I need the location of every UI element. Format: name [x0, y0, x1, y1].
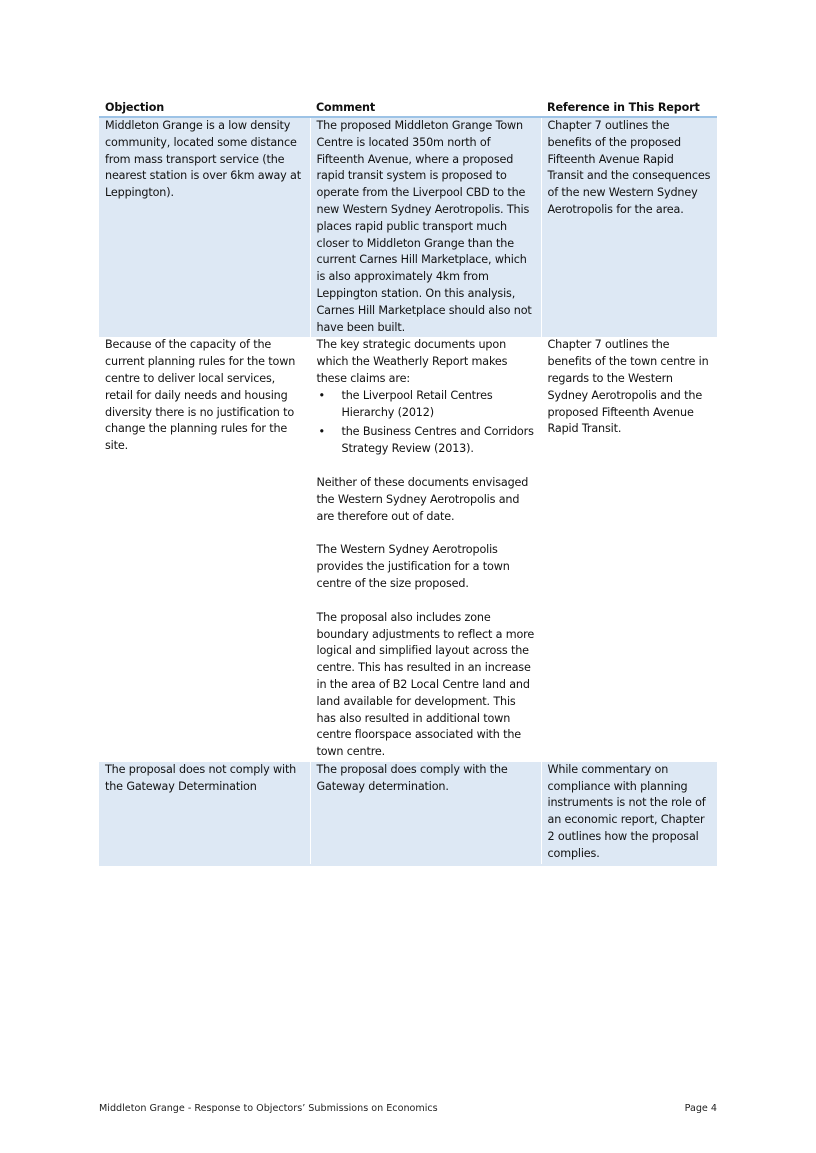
- comment-paragraph: The Western Sydney Aerotropolis provides the justification for a town centre of the size proposed.: [316, 543, 510, 590]
- objection-cell: The proposal does not comply with the Gateway Determination: [99, 762, 310, 865]
- footer-title: Middleton Grange - Response to Objectors’ Submissions on Economics: [99, 1103, 438, 1114]
- comment-paragraph: The proposal also includes zone boundary adjustments to reflect a more logical and simplified layout across the centre. This has resulted in an increase in the area of B2 Local Centre land and land available for development. This has also resulted in additional town centre floorspace associated with the town centre.: [316, 610, 535, 759]
- comment-cell: [310, 337, 541, 762]
- header-objection: Objection: [99, 99, 310, 117]
- table-row: [99, 117, 717, 337]
- comment-intro: The key strategic documents upon which the Weatherly Report makes these claims are:: [316, 338, 508, 385]
- objection-cell: Middleton Grange is a low density community, located some distance from mass transport service (the nearest station is over 6km away at Leppington).: [99, 117, 310, 337]
- reference-cell: While commentary on compliance with planning instruments is not the role of an economic report, Chapter 2 outlines how the proposal complies.: [541, 762, 717, 865]
- table-row: [99, 337, 717, 762]
- comment-bullet-list: [317, 388, 535, 458]
- table-row: [99, 762, 717, 865]
- header-comment: Comment: [310, 99, 541, 117]
- comment-paragraph: Neither of these documents envisaged the Western Sydney Aerotropolis and are therefore out of date.: [316, 475, 529, 523]
- reference-cell: Chapter 7 outlines the benefits of the proposed Fifteenth Avenue Rapid Transit and the consequences of the new Western Sydney Aerotropolis for the area.: [541, 117, 717, 337]
- objection-cell: Because of the capacity of the current planning rules for the town centre to deliver local services, retail for daily needs and housing diversity there is no justification to change the planning rules for the site.: [99, 337, 310, 762]
- header-reference: Reference in This Report: [541, 99, 717, 117]
- objections-table: [99, 99, 717, 866]
- reference-cell: Chapter 7 outlines the benefits of the town centre in regards to the Western Sydney Aerotropolis and the proposed Fifteenth Avenue Rapid Transit.: [541, 337, 717, 762]
- list-item: • the Liverpool Retail Centres Hierarchy (2012): [317, 388, 535, 422]
- page-number: Page 4: [684, 1103, 717, 1114]
- comment-paragraph: The proposed Middleton Grange Town Centre is located 350m north of Fifteenth Avenue, where a proposed rapid transit system is proposed to operate from the Liverpool CBD to the new Western Sydney Aerotropolis. This places rapid public transport much closer to Middleton Grange than the current Carnes Hill Marketplace, which is also approximately 4km from Leppington station. On this analysis, Carnes Hill Marketplace should also not have been built.: [316, 119, 532, 334]
- comment-paragraph: The proposal does comply with the Gateway determination.: [316, 762, 508, 793]
- comment-cell: [310, 762, 541, 865]
- list-item: • the Business Centres and Corridors Strategy Review (2013).: [317, 424, 535, 458]
- table-header: [99, 99, 717, 117]
- comment-cell: [310, 117, 541, 337]
